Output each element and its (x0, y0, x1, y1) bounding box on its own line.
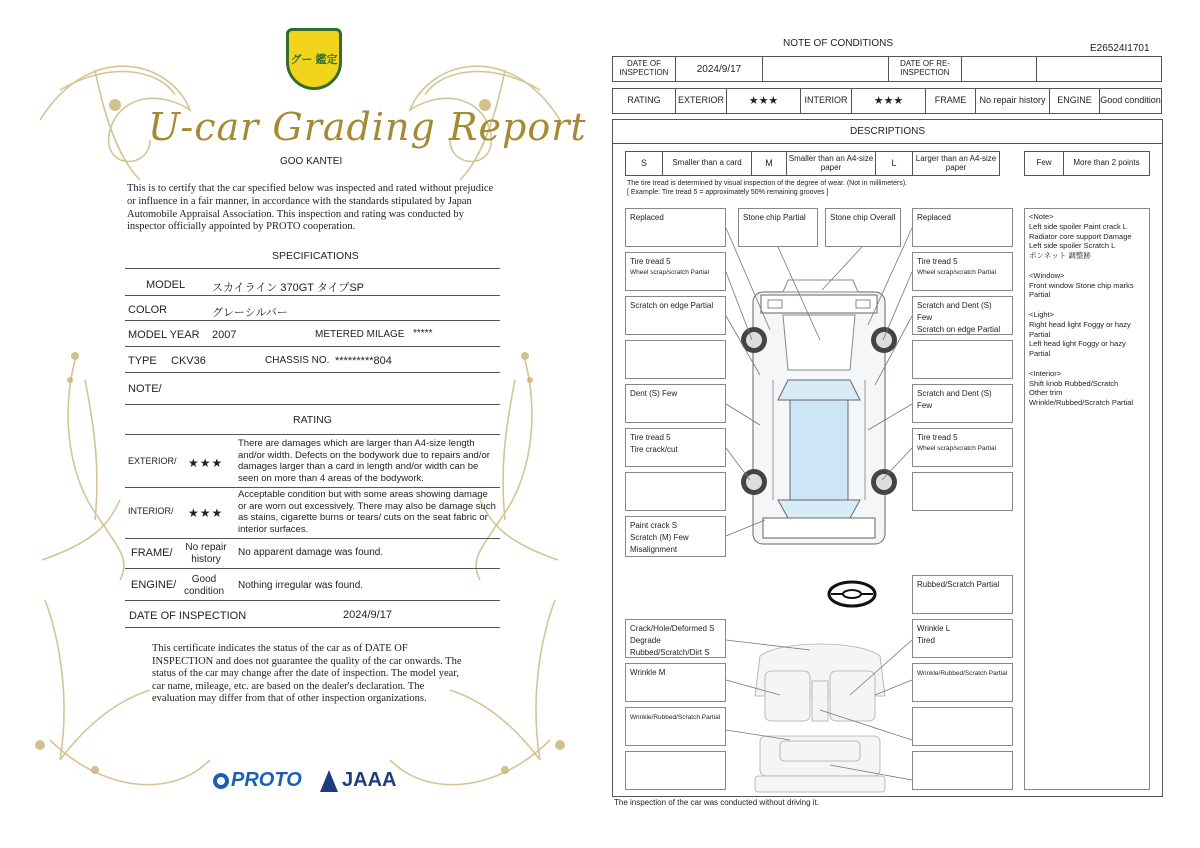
desc-box-steering (912, 575, 1013, 614)
desc-text: Tire tread 5 (917, 433, 958, 442)
divider (125, 268, 500, 269)
exterior-label: EXTERIOR (675, 88, 727, 114)
desc-text: Replaced (917, 213, 951, 222)
color-value: グレーシルバー (212, 307, 288, 319)
proto-mark-icon (213, 773, 229, 789)
desc-box-rear-right-trim (912, 707, 1013, 746)
jaaa-mark-icon (320, 770, 338, 792)
desc-box-trunk (912, 751, 1013, 790)
tire-note-2: [ Example: Tire tread 5 = approximately 50% remaining grooves ] (627, 189, 829, 196)
exterior-label: EXTERIOR/ (128, 456, 177, 466)
exterior-stars: ★★★ (726, 88, 801, 114)
exterior-stars: ★★★ (188, 456, 224, 470)
descriptions-heading: DESCRIPTIONS (612, 119, 1163, 144)
desc-text: Wrinkle/Rubbed/Scratch Partial (917, 670, 1008, 677)
desc-text: Wheel scrap/scratch Partial (630, 269, 710, 276)
desc-box-rear-left-trim (625, 707, 726, 746)
report-id: E26524I1701 (1090, 43, 1150, 54)
desc-text: Tire tread 5 (630, 433, 671, 442)
mileage-label: METERED MILAGE (315, 329, 405, 340)
empty-cell (1036, 56, 1162, 82)
engine-value: Good condition (183, 574, 225, 597)
note-label: NOTE/ (128, 383, 162, 395)
certificate-intro: This is to certify that the car specified below was inspected and rated without prejudice or influence in a fair manner, in accordance with the standards stipulated by Japan Automobile Appraisal Association. This inspection and rating was conducted by inspector officially appointed by PROTO cooperation. (127, 183, 494, 233)
chassis-label: CHASSIS NO. (265, 355, 330, 366)
note-item: Left side spoiler Scratch L (1029, 241, 1116, 251)
desc-text: Stone chip Overall (830, 213, 896, 222)
legend-few: Few (1024, 151, 1064, 176)
interior-leader-lines (720, 620, 920, 790)
reinspection-date-label: DATE OF RE-INSPECTION (888, 56, 962, 82)
legend-s-desc: Smaller than a card (662, 151, 752, 176)
note-item: Left side spoiler Paint crack L (1029, 221, 1127, 231)
desc-text: Stone chip Partial (743, 213, 806, 222)
divider (125, 372, 500, 373)
goo-kantei-badge (286, 28, 342, 90)
desc-text: Scratch and Dent (S) Few (917, 389, 992, 410)
certificate-title: U-car Grading Report (148, 105, 587, 149)
model-value: スカイライン 370GT タイプSP (212, 282, 365, 294)
divider (125, 404, 500, 405)
model-year-value: 2007 (212, 329, 237, 341)
interior-label: INTERIOR (800, 88, 852, 114)
inspection-date-value: 2024/9/17 (343, 609, 392, 621)
jaaa-logo (320, 769, 396, 792)
legend-l: L (875, 151, 913, 176)
type-label: TYPE (128, 355, 157, 367)
desc-text: Scratch and Dent (S) Few (917, 301, 992, 322)
desc-text: Replaced (630, 213, 664, 222)
conditions-footer: The inspection of the car was conducted without driving it. (614, 798, 819, 807)
frame-value: No repair history (185, 542, 227, 565)
note-item: Radiator core support Damage (1029, 231, 1132, 241)
desc-text: Crack/Hole/Deformed S (630, 624, 715, 633)
desc-text: Paint crack S (630, 521, 678, 530)
inspection-date-label: DATE OF INSPECTION (129, 610, 247, 622)
leader-lines (600, 200, 1020, 580)
engine-label: ENGINE/ (131, 579, 177, 591)
conditions-heading: NOTE OF CONDITIONS (783, 38, 893, 49)
badge-text: グー 鑑定 (290, 54, 338, 66)
empty-cell (762, 56, 889, 82)
divider (125, 346, 500, 347)
divider (125, 627, 500, 628)
reinspection-date-value (961, 56, 1037, 82)
legend-m: M (751, 151, 787, 176)
note-item: Wrinkle/Rubbed/Scratch Partial (1029, 398, 1134, 407)
divider (125, 538, 500, 539)
divider (125, 600, 500, 601)
frame-description: No apparent damage was found. (238, 547, 384, 558)
desc-box-rear-seat (625, 751, 726, 790)
note-item: Shift knob Rubbed/Scratch (1029, 378, 1119, 388)
desc-text: Tire tread 5 (630, 257, 671, 266)
proto-logo (213, 769, 302, 792)
desc-text: Tired (917, 636, 935, 645)
frame-label: FRAME/ (131, 547, 173, 559)
desc-box-dashboard (625, 619, 726, 658)
certificate-footer: This certificate indicates the status of the car as of DATE OF INSPECTION and does not guarantee the quality of the car onwards. The status of the car may change after the date of inspection. The model year, car name, mileage, etc. are based on the dealer's declaration. The evaluation may differ from that of other inspection organizations. (152, 643, 462, 705)
interior-stars: ★★★ (851, 88, 926, 114)
legend-l-desc: Larger than an A4-size paper (912, 151, 1000, 176)
frame-value: No repair history (975, 88, 1050, 114)
interior-label: INTERIOR/ (128, 506, 174, 516)
note-item: Left head light Foggy or hazy Partial (1029, 339, 1126, 358)
legend-few-desc: More than 2 points (1063, 151, 1150, 176)
divider (125, 295, 500, 296)
frame-label: FRAME (925, 88, 976, 114)
rating-label: RATING (612, 88, 676, 114)
type-value: CKV36 (171, 355, 206, 367)
notes-heading: <Note> (1029, 212, 1054, 221)
desc-text: Rubbed/Scratch Partial (917, 580, 1000, 589)
desc-text: Wrinkle M (630, 668, 666, 677)
steering-wheel-icon (826, 579, 878, 609)
proto-logo-text: PROTO (231, 769, 302, 791)
tire-note-1: The tire tread is determined by visual inspection of the degree of wear. (Not in millimeters). (627, 180, 908, 187)
desc-text: Wrinkle/Rubbed/Scratch Partial (630, 714, 721, 721)
desc-text: Degrade (630, 636, 661, 645)
certificate-subtitle: GOO KANTEI (280, 156, 343, 167)
color-label: COLOR (128, 304, 168, 316)
note-item: Front window Stone chip marks Partial (1029, 280, 1134, 300)
desc-text: Tire tread 5 (917, 257, 958, 266)
engine-description: Nothing irregular was found. (238, 580, 364, 591)
desc-text: Wrinkle L (917, 624, 951, 633)
inspection-date-label: DATE OF INSPECTION (612, 56, 676, 82)
desc-text: Scratch on edge Partial (917, 325, 1001, 334)
note-item: ボンネット 調整跡 (1029, 251, 1091, 260)
desc-box-driver-seat (625, 663, 726, 702)
desc-text: Rubbed/Scratch/Dirt S (630, 648, 710, 657)
engine-label: ENGINE (1049, 88, 1100, 114)
note-item: Right head light Foggy or hazy Partial (1029, 319, 1131, 339)
desc-text: Scratch on edge Partial (630, 301, 714, 310)
desc-box-passenger-seat (912, 663, 1013, 702)
desc-text: Misalignment (630, 545, 678, 554)
model-label: MODEL (146, 279, 186, 291)
rating-heading: RATING (293, 414, 332, 426)
desc-text: Tire crack/cut (630, 445, 678, 454)
notes-heading: <Interior> (1029, 368, 1062, 378)
desc-text: Wheel scrap/scratch Partial (917, 445, 997, 452)
legend-m-desc: Smaller than an A4-size paper (786, 151, 876, 176)
note-item: Other trim (1029, 388, 1063, 398)
specifications-heading: SPECIFICATIONS (272, 250, 359, 262)
divider (125, 568, 500, 569)
engine-value: Good condition (1099, 88, 1162, 114)
notes-panel (1024, 208, 1150, 790)
desc-box-ceiling (912, 619, 1013, 658)
model-year-label: MODEL YEAR (128, 329, 200, 341)
mileage-value: ***** (413, 328, 433, 339)
chassis-value: *********804 (335, 355, 392, 367)
notes-heading: <Light> (1029, 310, 1055, 319)
divider (125, 434, 500, 435)
jaaa-logo-text: JAAA (342, 769, 397, 791)
desc-text: Dent (S) Few (630, 389, 678, 398)
divider (125, 487, 500, 488)
legend-s: S (625, 151, 663, 176)
notes-heading: <Window> (1029, 270, 1065, 280)
interior-stars: ★★★ (188, 506, 224, 520)
desc-text: Wheel scrap/scratch Partial (917, 269, 997, 276)
exterior-description: There are damages which are larger than A4-size length and/or width. Defects on the bodywork due to repairs and/or damages larger than a card in length and/or width can be seen on more than 4 areas of the bodywork. (238, 438, 490, 484)
divider (125, 320, 500, 321)
inspection-date-value: 2024/9/17 (675, 56, 763, 82)
interior-description: Acceptable condition but with some areas showing damage or are worn out excessively. There may also be damage such as stains, cigarette burns or tears/ cuts on the seat fabric or interior surfaces. (238, 489, 496, 535)
desc-text: Scratch (M) Few (630, 533, 689, 542)
